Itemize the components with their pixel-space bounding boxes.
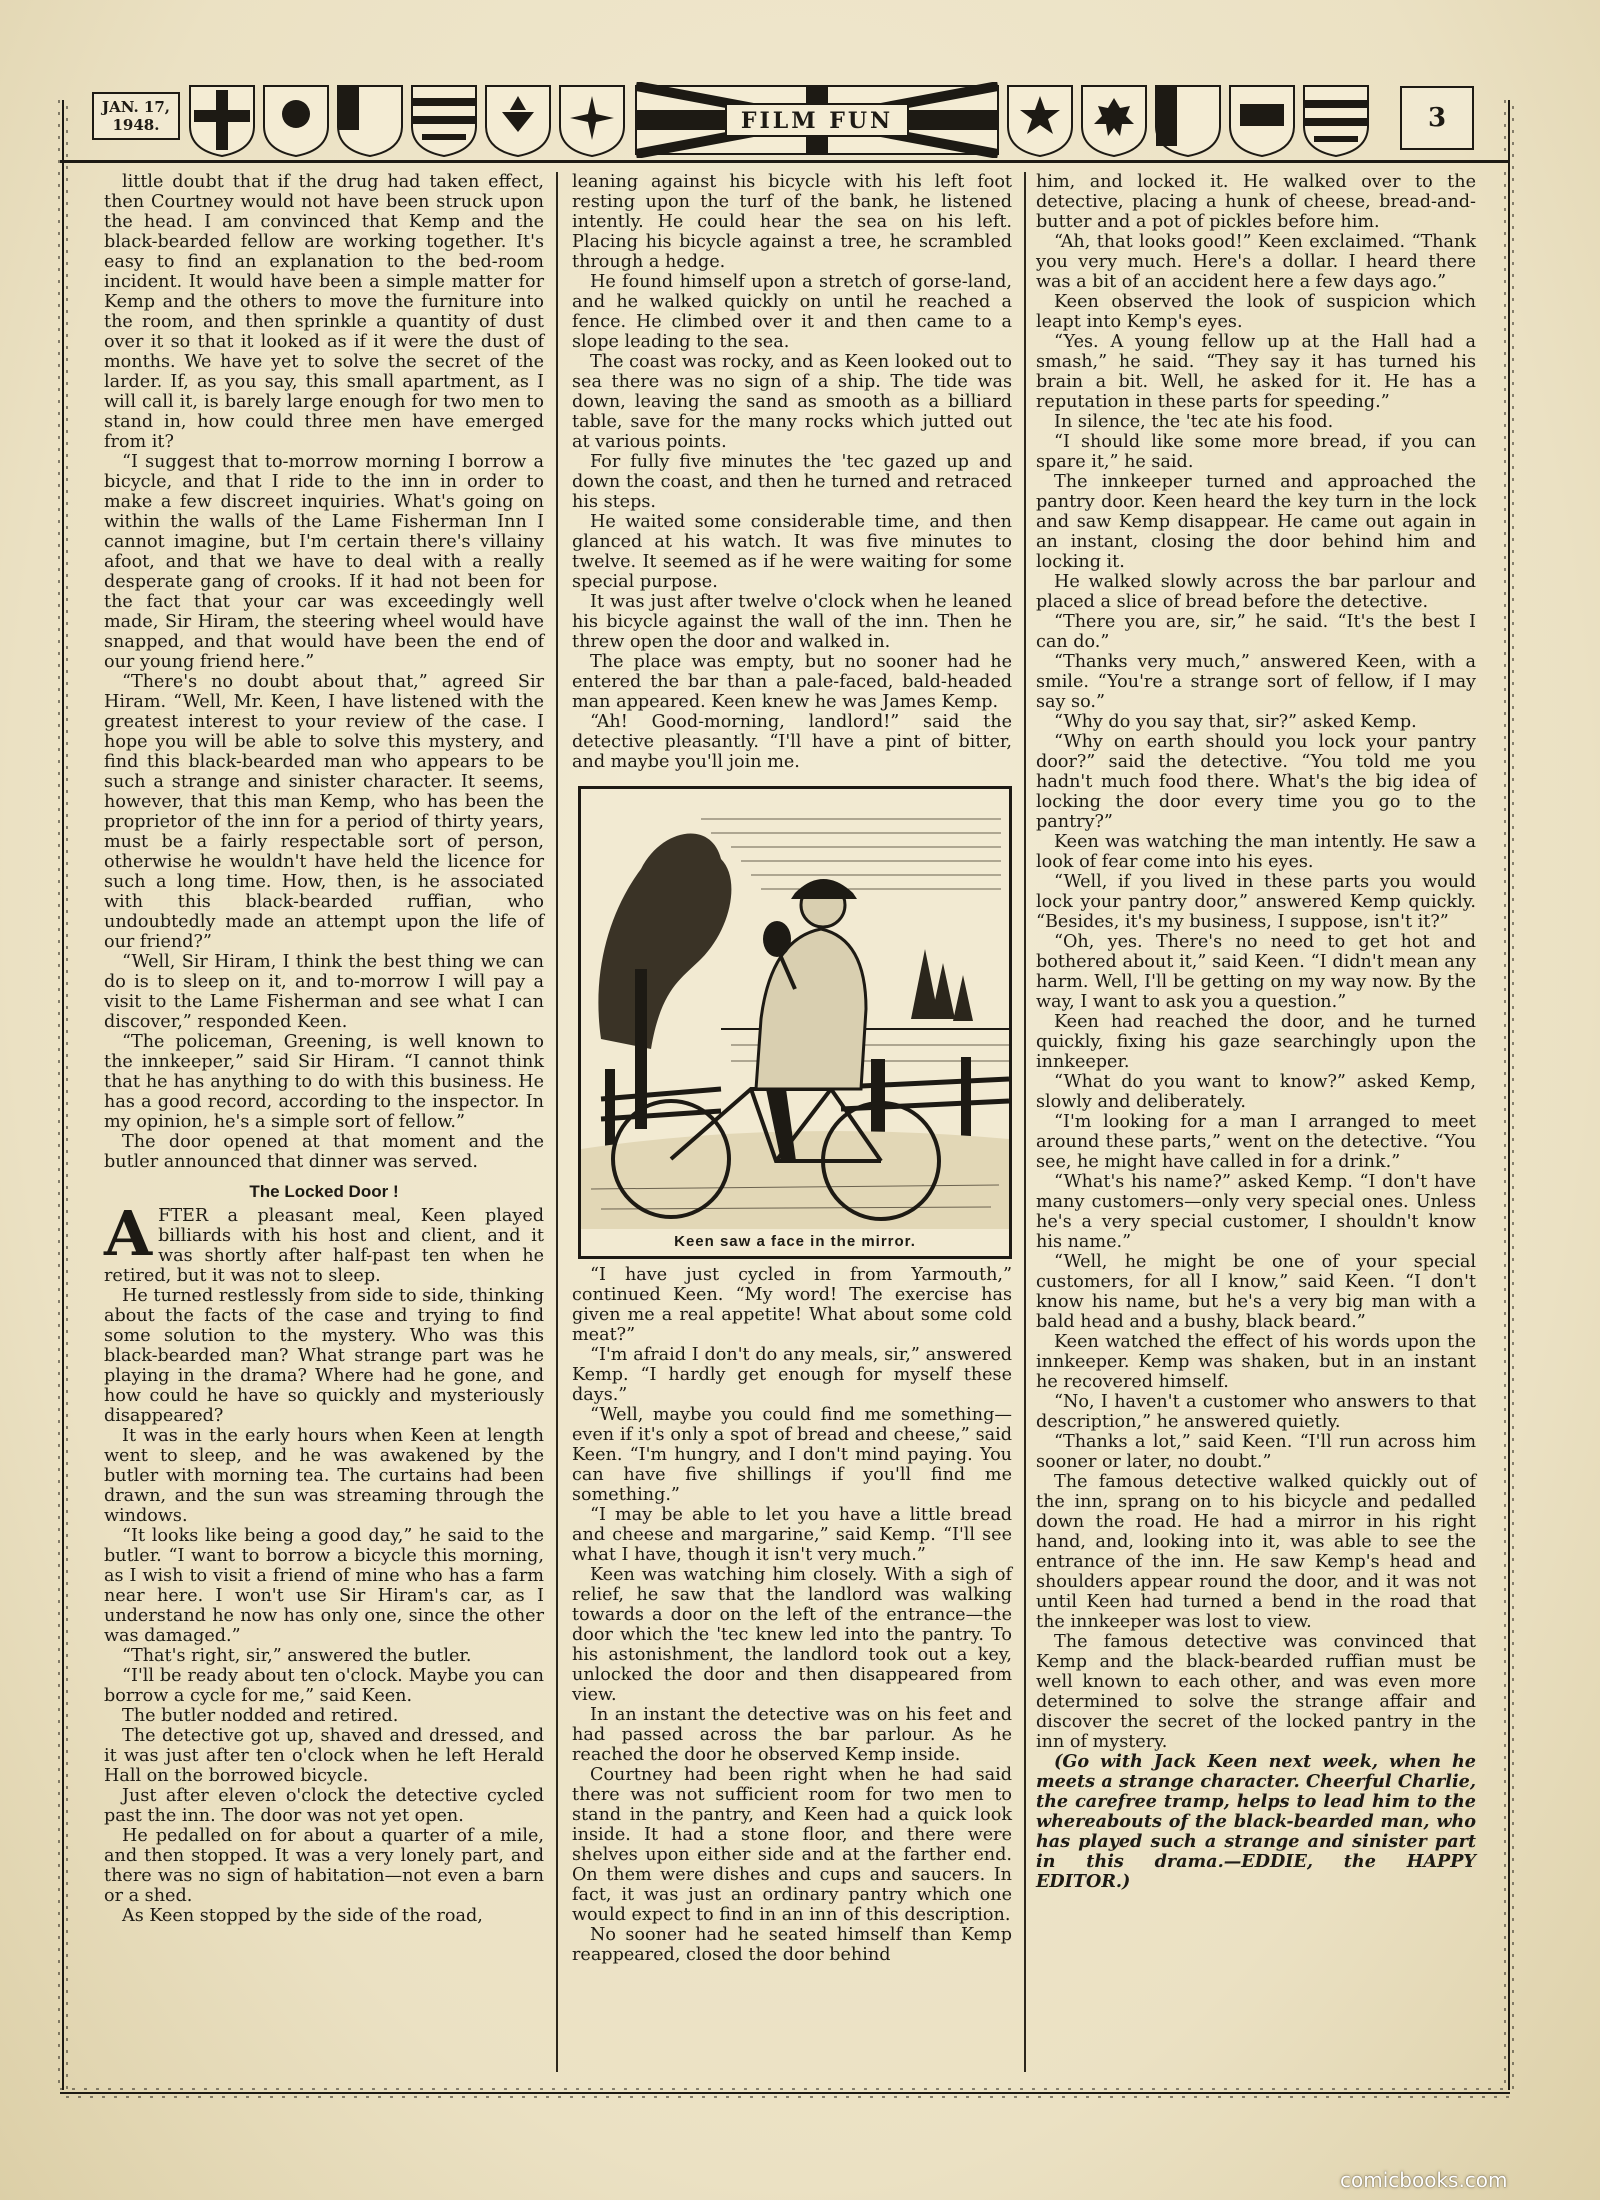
paragraph: He turned restlessly from side to side, thinking about the facts of the case and trying to find some solution to the mystery. Who was this black-bearded man? What strange part was he playing in the drama? Where had he gone, and how could he have so quickly and mysteriously disappeared? <box>104 1286 544 1426</box>
paragraph: “Well, maybe you could find me something—even if it's only a spot of bread and cheese,” said Keen. “I'm hungry, and I don't mind paying. You can have five shillings if you'll find me something.” <box>572 1405 1012 1505</box>
paragraph: The detective got up, shaved and dressed, and it was just after ten o'clock when he left Herald Hall on the borrowed bicycle. <box>104 1726 544 1786</box>
paragraph: “Thanks a lot,” said Keen. “I'll run across him sooner or later, no doubt.” <box>1036 1432 1476 1472</box>
paragraph: He waited some considerable time, and then glanced at his watch. It was five minutes to twelve. It seemed as if he were waiting for some special purpose. <box>572 512 1012 592</box>
paragraph: “There you are, sir,” he said. “It's the best I can do.” <box>1036 612 1476 652</box>
paragraph: The butler nodded and retired. <box>122 1706 399 1726</box>
paragraph: Keen observed the look of suspicion which leapt into Kemp's eyes. <box>1036 292 1476 332</box>
paragraph-with-dropcap <box>104 1197 544 1286</box>
paragraph: “What's his name?” asked Kemp. “I don't have many customers—only very special ones. Unless he's a very special customer, I shouldn't know his name.” <box>1036 1172 1476 1252</box>
issue-date-line2: 1948. <box>112 116 160 134</box>
paragraph: “I should like some more bread, if you can spare it,” he said. <box>1036 432 1476 472</box>
paragraph: Keen was watching him closely. With a sigh of relief, he saw that the landlord was walking towards a door on the left of the entrance—the door which the 'tec knew led into the pantry. To his astonishment, the landlord took out a key, unlocked the door and then disappeared from view. <box>572 1565 1012 1705</box>
paragraph: No sooner had he seated himself than Kemp reappeared, closed the door behind <box>572 1925 1012 1965</box>
left-decorative-border <box>52 100 74 2090</box>
paragraph: For fully five minutes the 'tec gazed up and down the coast, and then he turned and retraced his steps. <box>572 452 1012 512</box>
paragraph: “Well, Sir Hiram, I think the best thing we can do is to sleep on it, and to-morrow I will pay a visit to the Lame Fisherman and see what I can discover,” responded Keen. <box>104 952 544 1032</box>
paragraph: “I'll be ready about ten o'clock. Maybe you can borrow a cycle for me,” said Keen. <box>104 1666 544 1706</box>
masthead-title: FILM FUN <box>740 108 894 134</box>
bottom-decorative-border <box>60 2082 1510 2104</box>
site-watermark: comicbooks.com <box>1340 2168 1508 2192</box>
column-divider <box>556 172 558 2072</box>
paragraph: “Why do you say that, sir?” asked Kemp. <box>1054 712 1417 732</box>
editor-note: (Go with Jack Keen next week, when he meets a strange character. Cheerful Charlie, the carefree tramp, helps to lead him to the whereabouts of the black-bearded man, who has played such a strange and sinister part in this drama.—EDDIE, the HAPPY EDITOR.) <box>1036 1751 1476 1892</box>
paragraph: Just after eleven o'clock the detective cycled past the inn. The door was not yet open. <box>104 1786 544 1826</box>
paragraph: “Why on earth should you lock your pantry door?” said the detective. “You told me you hadn't much food there. What's the big idea of locking the door every time you go to the pantry?” <box>1036 732 1476 832</box>
paragraph: The coast was rocky, and as Keen looked out to sea there was no sign of a ship. The tide was down, leaving the sand as smooth as a billiard table, save for the many rocks which jutted out at various points. <box>572 352 1012 452</box>
paragraph: “I'm afraid I don't do any meals, sir,” answered Kemp. “I hardly get enough for myself these days.” <box>572 1345 1012 1405</box>
paragraph: “Well, he might be one of your special customers, for all I know,” said Keen. “I don't know his name, but he's a very big man with a bald head and a bushy, black beard.” <box>1036 1252 1476 1332</box>
paragraph: The famous detective was convinced that Kemp and the black-bearded ruffian must be well known to each other, and was even more determined to solve the strange affair and discover the secret of the locked pantry in the inn of mystery. <box>1036 1632 1476 1752</box>
masthead-banner <box>186 82 1394 158</box>
flag-shields-banner <box>186 82 1394 158</box>
section-heading: The Locked Door ! <box>249 1182 399 1201</box>
paragraph: The famous detective walked quickly out of the inn, sprang on to his bicycle and pedalled down the road. He had a mirror in his right hand, and, looking into it, was able to see the entrance of the inn. He saw Kemp's head and shoulders appear round the door, and it was not until Keen had turned a bend in the road that the innkeeper was lost to view. <box>1036 1472 1476 1632</box>
paragraph: “It looks like being a good day,” he said to the butler. “I want to borrow a bicycle this morning, as I wish to visit a friend of mine who has a farm near here. I won't use Sir Hiram's car, as I understand he now has only one, since the other was damaged.” <box>104 1526 544 1646</box>
paragraph: him, and locked it. He walked over to the detective, placing a hunk of cheese, bread-and-butter and a pot of pickles before him. <box>1036 172 1476 232</box>
paragraph: “Well, if you lived in these parts you would lock your pantry door,” answered Kemp quickly. “Besides, it's my business, I suppose, isn't it?” <box>1036 872 1476 932</box>
paragraph: The place was empty, but no sooner had he entered the bar than a pale-faced, bald-headed man appeared. Keen knew he was James Kemp. <box>572 652 1012 712</box>
article-column-2 <box>572 172 1012 1965</box>
article-column-3 <box>1036 172 1476 1892</box>
paragraph: It was in the early hours when Keen at length went to sleep, and he was awakened by the butler with morning tea. The curtains had been drawn, and the sun was streaming through the windows. <box>104 1426 544 1526</box>
paragraph: Keen watched the effect of his words upon the innkeeper. Kemp was shaken, but in an instant he recovered himself. <box>1036 1332 1476 1392</box>
article-column-1 <box>104 172 544 1926</box>
paragraph: “Ah! Good-morning, landlord!” said the detective pleasantly. “I'll have a pint of bitter, and maybe you'll join me. <box>572 712 1012 772</box>
paragraph: The innkeeper turned and approached the pantry door. Keen heard the key turn in the lock and saw Kemp disappear. He came out again in an instant, closing the door behind him and locking it. <box>1036 472 1476 572</box>
drop-cap: A <box>104 1197 153 1270</box>
paragraph: “There's no doubt about that,” agreed Sir Hiram. “Well, Mr. Keen, I have listened with the greatest interest to your review of the case. I hope you will be able to solve this mystery, and find this black-bearded man who appears to be such a strange and sinister character. It seems, however, that this man Kemp, who has been the proprietor of the inn for a period of thirty years, must be a fairly respectable sort of person, otherwise he wouldn't have held the licence for such a long time. How, then, is he associated with this black-bearded ruffian, who undoubtedly made an attempt upon the life of our friend?” <box>104 672 544 952</box>
paragraph: leaning against his bicycle with his left foot resting upon the turf of the bank, he listened intently. He could hear the sea on his left. Placing his bicycle against a tree, he scrambled through a hedge. <box>572 172 1012 272</box>
issue-date-line1: JAN. 17, <box>101 98 171 116</box>
paragraph: “I have just cycled in from Yarmouth,” continued Keen. “My word! The exercise has given me a real appetite! What about some cold meat?” <box>572 1265 1012 1345</box>
paragraph: As Keen stopped by the side of the road, <box>122 1906 483 1926</box>
paragraph: In silence, the 'tec ate his food. <box>1054 412 1334 432</box>
paragraph: “I suggest that to-morrow morning I borrow a bicycle, and that I ride to the inn in order to make a few discreet inquiries. What's going on within the walls of the Lame Fisherman Inn I cannot imagine, but I'm certain there's villainy afoot, and that we have to deal with a really desperate gang of crooks. If it had not been for the fact that your car was exceedingly well made, Sir Hiram, the steering wheel would have snapped, and that would have been the end of our young friend here.” <box>104 452 544 672</box>
paragraph: Keen was watching the man intently. He saw a look of fear come into his eyes. <box>1036 832 1476 872</box>
header-rule <box>60 160 1510 163</box>
illustration-caption: Keen saw a face in the mirror. <box>674 1233 916 1250</box>
paragraph: Courtney had been right when he had said there was not sufficient room for two men to stand in the pantry, and Keen had a quick look inside. It had a stone floor, and there were shelves upon either side and at the farther end. On them were dishes and cups and saucers. In fact, it was just an ordinary pantry which one would expect to find in an inn of this description. <box>572 1765 1012 1925</box>
paragraph: “No, I haven't a customer who answers to that description,” he answered quietly. <box>1036 1392 1476 1432</box>
page-number: 3 <box>1400 86 1474 150</box>
paragraph: He found himself upon a stretch of gorse-land, and he walked quickly on until he reached a fence. He climbed over it and then came to a slope leading to the sea. <box>572 272 1012 352</box>
paragraph: He pedalled on for about a quarter of a mile, and then stopped. It was a very lonely part, and there was no sign of habitation—not even a barn or a shed. <box>104 1826 544 1906</box>
paragraph: “Thanks very much,” answered Keen, with a smile. “You're a strange sort of fellow, if I may say so.” <box>1036 652 1476 712</box>
column-divider <box>1024 172 1026 2072</box>
paragraph: In an instant the detective was on his feet and had passed across the bar parlour. As he reached the door he observed Kemp inside. <box>572 1705 1012 1765</box>
paragraph: “That's right, sir,” answered the butler. <box>122 1646 472 1666</box>
paragraph: He walked slowly across the bar parlour and placed a slice of bread before the detective. <box>1036 572 1476 612</box>
cyclist-illustration <box>581 789 1009 1229</box>
paragraph: “I'm looking for a man I arranged to meet around these parts,” went on the detective. “You see, he might have called in for a drink.” <box>1036 1112 1476 1172</box>
paragraph: It was just after twelve o'clock when he leaned his bicycle against the wall of the inn. Then he threw open the door and walked in. <box>572 592 1012 652</box>
paragraph: The door opened at that moment and the butler announced that dinner was served. <box>104 1132 544 1172</box>
paragraph: “I may be able to let you have a little bread and cheese and margarine,” said Kemp. “I'll see what I have, though it isn't very much.” <box>572 1505 1012 1565</box>
paragraph: little doubt that if the drug had taken effect, then Courtney would not have been struck upon the head. I am convinced that Kemp and the black-bearded fellow are working together. It's easy to find an explanation to the bed-room incident. It would have been a simple matter for Kemp and the others to move the furniture into the room, and then sprinkle a quantity of dust over it so that it looked as if it were the dust of months. We have yet to solve the secret of the larder. If, as you say, this small apartment, as I will call it, is barely large enough for two men to stand in, how could three men have emerged from it? <box>104 172 544 452</box>
paragraph: “What do you want to know?” asked Kemp, slowly and deliberately. <box>1036 1072 1476 1112</box>
paragraph: “The policeman, Greening, is well known to the innkeeper,” said Sir Hiram. “I cannot think that he has anything to do with this business. He has a good record, according to the inspector. In my opinion, he's a simple sort of fellow.” <box>104 1032 544 1132</box>
illustration <box>578 786 1012 1259</box>
paragraph: “Ah, that looks good!” Keen exclaimed. “Thank you very much. Here's a dollar. I heard there was a bit of an accident here a few days ago.” <box>1036 232 1476 292</box>
right-decorative-border <box>1498 100 1520 2090</box>
paragraph: “Oh, yes. There's no need to get hot and bothered about it,” said Keen. “I didn't mean any harm. Well, I'll be getting on my way now. By the way, I want to ask you a question.” <box>1036 932 1476 1012</box>
paragraph: Keen had reached the door, and he turned quickly, fixing his gaze searchingly upon the innkeeper. <box>1036 1012 1476 1072</box>
paragraph: “Yes. A young fellow up at the Hall had a smash,” he said. “They say it has turned his brain a bit. Well, he asked for it. He has a reputation in these parts for speeding.” <box>1036 332 1476 412</box>
paragraph-text: FTER a pleasant meal, Keen played billiards with his host and client, and it was shortly after half-past ten when he retired, but it was not to sleep. <box>104 1206 544 1286</box>
issue-date <box>92 92 180 140</box>
